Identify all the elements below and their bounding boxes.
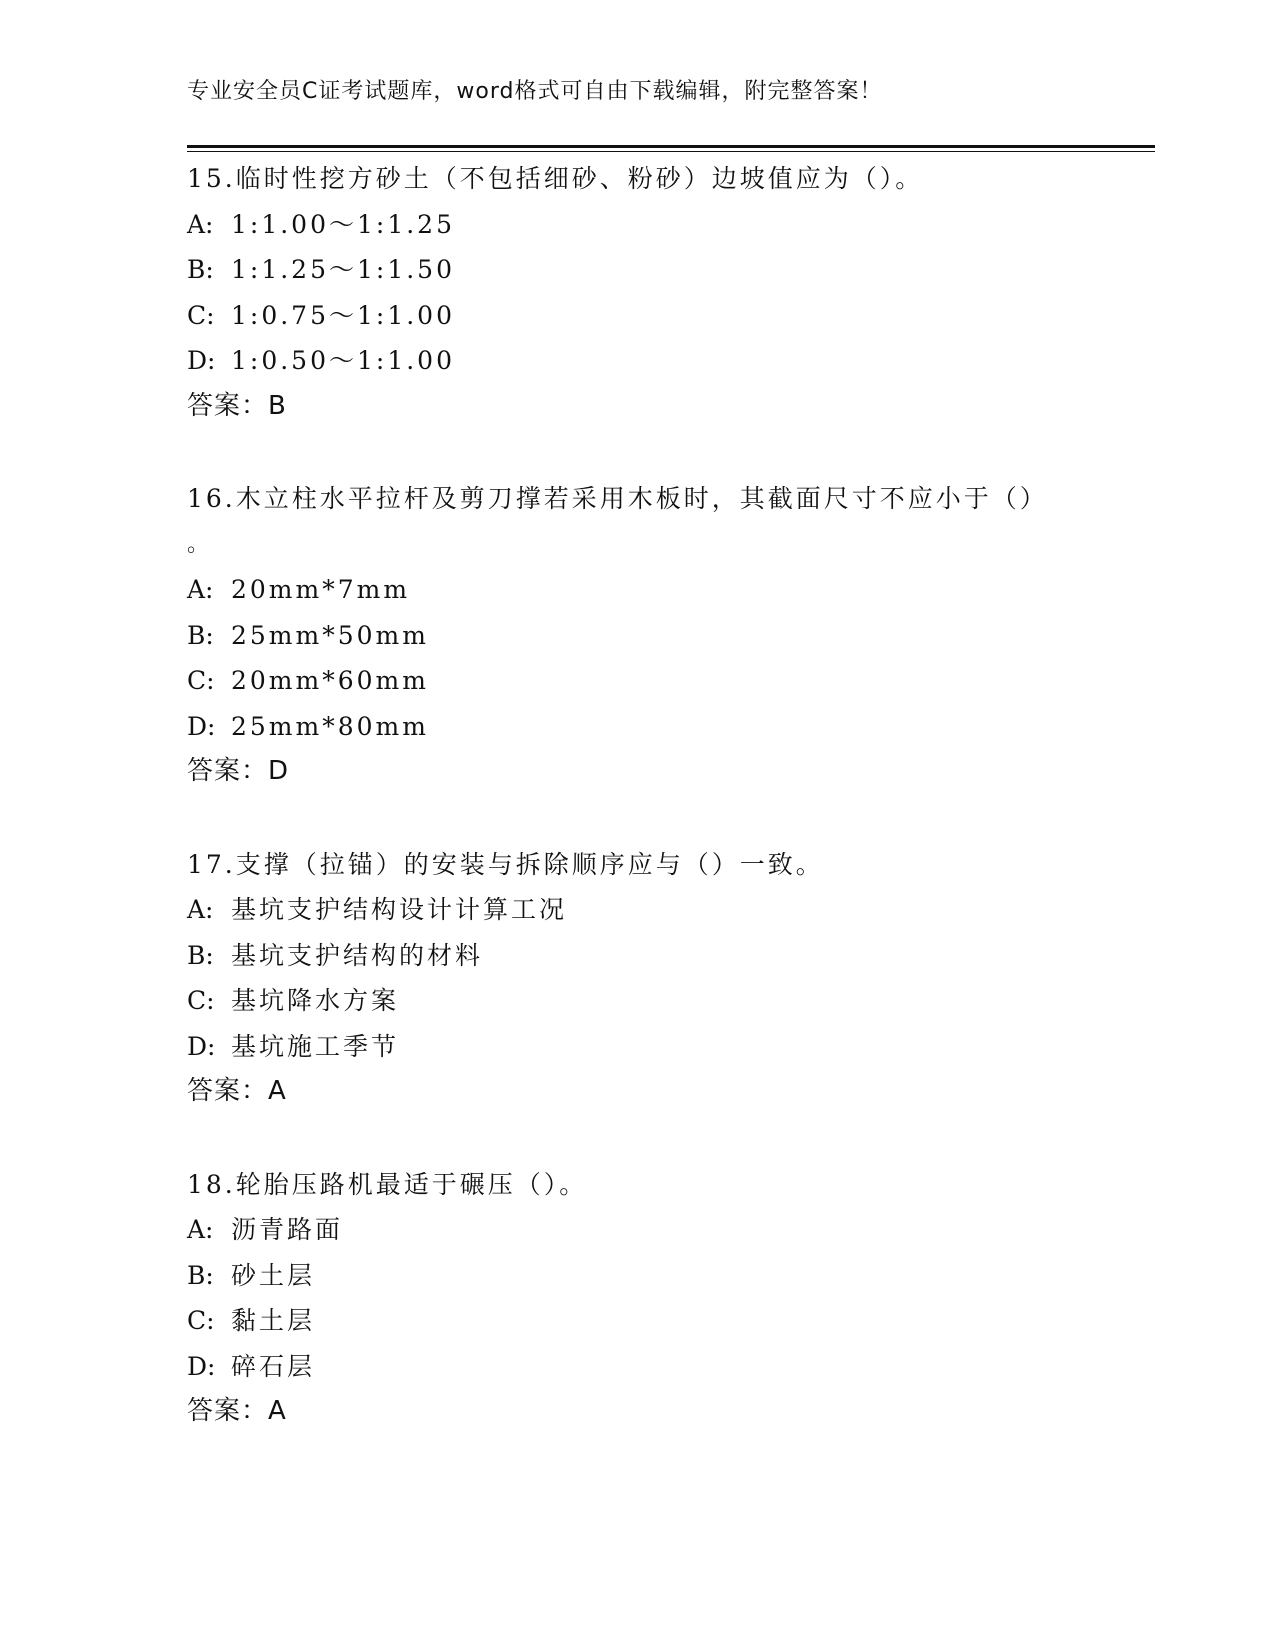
question-stem: 18.轮胎压路机最适于碾压（）。 [187, 1169, 588, 1199]
option-letter: D: [187, 346, 216, 375]
question-15 [187, 156, 1087, 429]
option-text: 基坑降水方案 [231, 986, 400, 1015]
option-c [187, 978, 1087, 1024]
option-b [187, 247, 1087, 293]
option-a [187, 887, 1087, 933]
answer-line: 答案：A [187, 1396, 287, 1426]
option-c [187, 293, 1087, 339]
answer-line: 答案：D [187, 756, 290, 786]
option-text: 基坑支护结构的材料 [231, 940, 484, 970]
option-text: 25mm*80mm [231, 711, 429, 741]
option-letter: A: [187, 895, 214, 924]
option-letter: B: [187, 255, 214, 284]
option-letter: C: [187, 986, 215, 1015]
option-text: 1:1.00～1:1.25 [231, 209, 455, 239]
option-a [187, 1207, 1087, 1253]
option-letter: D: [187, 711, 216, 741]
option-text: 20mm*7mm [231, 575, 411, 604]
answer-line: 答案：A [187, 1076, 287, 1106]
option-letter: B: [187, 620, 214, 650]
option-c [187, 1298, 1087, 1344]
question-list [187, 156, 1087, 1482]
option-letter: B: [187, 1260, 214, 1290]
option-letter: C: [187, 300, 215, 330]
option-letter: A: [187, 1215, 214, 1244]
option-c [187, 658, 1087, 704]
question-stem: 15.临时性挖方砂土（不包括细砂、粉砂）边坡值应为（）。 [187, 164, 924, 193]
header-rule-thin [187, 151, 1155, 152]
question-18 [187, 1162, 1087, 1435]
option-a [187, 567, 1087, 613]
page-header: 专业安全员C证考试题库，word格式可自由下载编辑，附完整答案！ [187, 79, 883, 104]
question-stem: 17.支撑（拉锚）的安装与拆除顺序应与（）一致。 [187, 849, 824, 879]
option-letter: C: [187, 1306, 215, 1335]
option-letter: D: [187, 1031, 216, 1061]
option-text: 1:0.50～1:1.00 [231, 346, 455, 375]
option-text: 黏土层 [231, 1306, 316, 1335]
question-17 [187, 842, 1087, 1115]
option-letter: B: [187, 940, 214, 970]
option-letter: C: [187, 666, 215, 695]
option-d [187, 704, 1087, 750]
option-text: 20mm*60mm [231, 666, 429, 695]
question-stem: 16.木立柱水平拉杆及剪刀撑若采用木板时，其截面尺寸不应小于（） [187, 484, 1048, 513]
header-rule-thick [187, 145, 1155, 148]
option-text: 碎石层 [231, 1351, 316, 1381]
option-text: 基坑支护结构设计计算工况 [231, 895, 568, 924]
option-d [187, 1344, 1087, 1390]
option-text: 基坑施工季节 [231, 1031, 400, 1061]
option-b [187, 613, 1087, 659]
option-letter: D: [187, 1351, 216, 1381]
option-a [187, 202, 1087, 248]
option-text: 1:0.75～1:1.00 [231, 300, 455, 330]
option-d [187, 338, 1087, 384]
option-text: 25mm*50mm [231, 620, 429, 650]
option-letter: A: [187, 575, 214, 604]
option-b [187, 933, 1087, 979]
option-text: 砂土层 [231, 1260, 316, 1290]
option-letter: A: [187, 209, 214, 239]
option-text: 1:1.25～1:1.50 [231, 255, 455, 284]
question-stem-continuation: 。 [187, 531, 213, 557]
question-16 [187, 476, 1087, 795]
option-d [187, 1024, 1087, 1070]
option-b [187, 1253, 1087, 1299]
answer-line: 答案：B [187, 390, 287, 421]
option-text: 沥青路面 [231, 1215, 344, 1244]
